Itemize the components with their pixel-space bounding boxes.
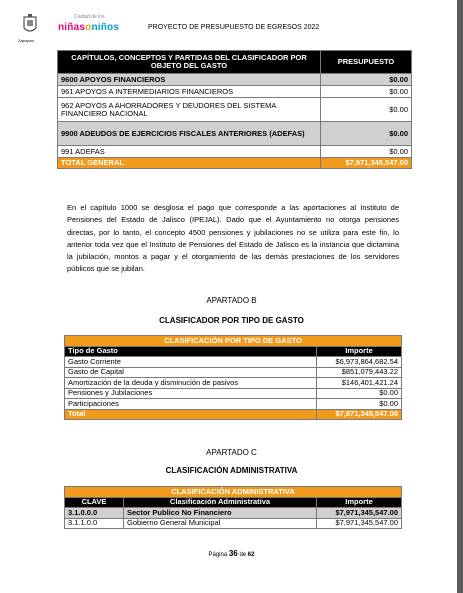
row-amount: $0.00 xyxy=(321,122,412,146)
table-row xyxy=(65,357,402,368)
table-header-row xyxy=(65,497,402,508)
coat-of-arms-icon xyxy=(20,14,40,40)
table-header-row xyxy=(58,51,412,74)
row-label: Amortización de la deuda y disminución de pasivos xyxy=(65,378,317,389)
amount-column-header: PRESUPUESTO xyxy=(321,51,412,74)
city-logo-main-text xyxy=(58,22,119,33)
footer-prefix: Página xyxy=(208,552,228,558)
table-row xyxy=(65,367,402,378)
row-amount: $0.00 xyxy=(321,74,412,86)
row-amount: $851,079,443.22 xyxy=(317,367,402,378)
concept-column-header: CAPÍTULOS, CONCEPTOS Y PARTIDAS DEL CLASIFICADOR POR OBJETO DEL GASTO xyxy=(58,51,321,74)
total-row xyxy=(65,409,402,420)
table-header-row xyxy=(65,346,402,357)
table-banner-row xyxy=(65,487,402,498)
table-banner: CLASIFICACIÓN ADMINISTRATIVA xyxy=(65,487,402,498)
row-label: 991 ADEFAS xyxy=(58,146,321,158)
row-key: 3.1.0.0.0 xyxy=(65,508,124,519)
city-logo-part-a: niñas xyxy=(58,22,86,33)
row-amount: $0.00 xyxy=(321,86,412,98)
row-label: 9600 APOYOS FINANCIEROS xyxy=(58,74,321,86)
city-logo-part-c: niños xyxy=(91,22,120,33)
table-row xyxy=(65,378,402,389)
row-key: 3.1.1.0.0 xyxy=(65,518,124,529)
zapopan-logo xyxy=(18,14,40,43)
objeto-gasto-table xyxy=(57,50,412,169)
table-row xyxy=(58,146,412,158)
city-logo-top-text: Ciudad de los xyxy=(74,14,105,20)
footer-middle: de xyxy=(239,552,247,558)
body-paragraph: En el capítulo 1000 se desglosa el pago que corresponde a las aportaciones al Instituto de Pensiones del Estado de Jalisco (IPEJAL). Dado que el Ayuntamiento no otorga pensiones directas, por lo tanto, el concepto 4500 pensiones y jubilaciones no se utiliza para este fin, lo anterior toda vez que el Instituto de Pensiones del Estado de Jalisco es la instancia que dictamina la jubilación, montos a pagar y el otorgamiento de las demás prestaciones de los servidores públicos que se jubilan. xyxy=(67,203,399,274)
total-amount: $7,971,345,547.00 xyxy=(321,158,412,169)
table-row xyxy=(65,399,402,410)
row-label: Gobierno General Municipal xyxy=(124,518,317,529)
row-amount: $0.00 xyxy=(317,388,402,399)
row-label: 961 APOYOS A INTERMEDIARIOS FINANCIEROS xyxy=(58,86,321,98)
table-row xyxy=(58,74,412,86)
table-row xyxy=(58,86,412,98)
total-amount: $7,971,345,547.00 xyxy=(317,409,402,420)
row-amount: $0.00 xyxy=(317,399,402,410)
type-column-header: Tipo de Gasto xyxy=(65,346,317,357)
apartado-c-heading: APARTADO C xyxy=(206,448,257,457)
footer-page-number: 36 xyxy=(228,549,238,558)
row-label: Sector Publico No Financiero xyxy=(124,508,317,519)
row-amount: $6,973,864,682.54 xyxy=(317,357,402,368)
table-row xyxy=(65,508,402,519)
total-label: TOTAL GENERAL xyxy=(58,158,321,169)
row-label: Participaciones xyxy=(65,399,317,410)
row-amount: $146,401,421.24 xyxy=(317,378,402,389)
row-amount: $0.00 xyxy=(321,98,412,122)
clasificacion-administrativa-table xyxy=(64,486,402,529)
amount-column-header: Importe xyxy=(317,346,402,357)
table-banner: CLASIFICACIÓN POR TIPO DE GASTO xyxy=(65,336,402,347)
tipo-gasto-table xyxy=(64,335,402,420)
class-column-header: Clasificación Administrativa xyxy=(124,497,317,508)
table-row xyxy=(58,122,412,146)
apartado-b-heading: APARTADO B xyxy=(206,296,257,305)
table-row xyxy=(65,518,402,529)
row-amount: $0.00 xyxy=(321,146,412,158)
zapopan-logo-text: Zapopan xyxy=(18,38,34,43)
table-banner-row xyxy=(65,336,402,347)
row-label: Pensiones y Jubilaciones xyxy=(65,388,317,399)
row-label: 9900 ADEUDOS DE EJERCICIOS FISCALES ANTERIORES (ADEFAS) xyxy=(58,122,321,146)
total-label: Total xyxy=(65,409,317,420)
ciudad-ninos-logo xyxy=(58,14,136,40)
key-column-header: CLAVE xyxy=(65,497,124,508)
table-row xyxy=(65,388,402,399)
table-row xyxy=(58,98,412,122)
row-label: Gasto de Capital xyxy=(65,367,317,378)
page-footer xyxy=(0,549,463,558)
row-amount: $7,971,345,547.00 xyxy=(317,508,402,519)
row-amount: $7,971,345,547.00 xyxy=(317,518,402,529)
clasificador-tipo-heading: CLASIFICADOR POR TIPO DE GASTO xyxy=(159,316,304,325)
row-label: Gasto Corriente xyxy=(65,357,317,368)
footer-total-pages: 62 xyxy=(247,552,255,558)
total-row xyxy=(58,158,412,169)
page-header-title: PROYECTO DE PRESUPUESTO DE EGRESOS 2022 xyxy=(148,24,320,31)
city-logo-part-b: o xyxy=(85,22,92,33)
amount-column-header: Importe xyxy=(317,497,402,508)
clasificacion-admin-heading: CLASIFICACIÓN ADMINISTRATIVA xyxy=(165,466,298,475)
row-label: 962 APOYOS A AHORRADORES Y DEUDORES DEL SISTEMA FINANCIERO NACIONAL xyxy=(58,98,321,122)
